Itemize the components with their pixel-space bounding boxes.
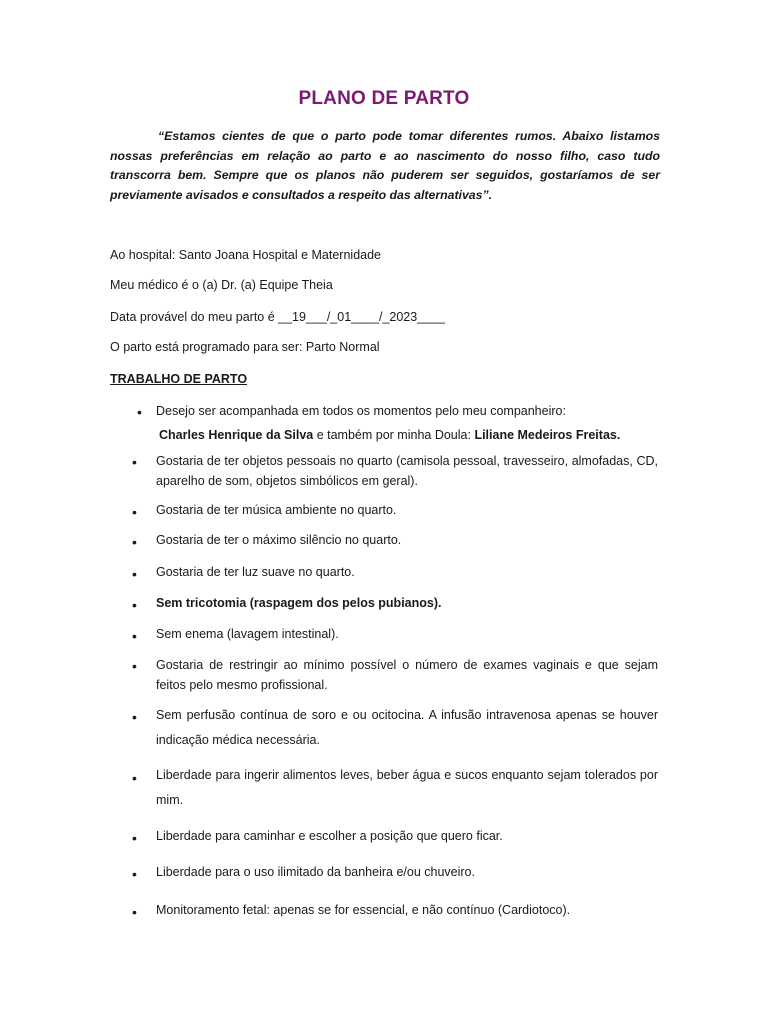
companion-item: Desejo ser acompanhada em todos os momentos pelo meu companheiro: [156, 404, 566, 418]
list-item: Sem tricotomia (raspagem dos pelos pubianos). [156, 596, 442, 610]
date-line: Data provável do meu parto é __19___/_01____/_2023____ [110, 310, 445, 324]
birth-type-line: O parto está programado para ser: Parto Normal [110, 340, 380, 354]
doula-name: Liliane Medeiros Freitas. [474, 428, 621, 442]
list-item: Gostaria de restringir ao mínimo possível o número de exames vaginais e que sejam feitos pelo mesmo profissional. [156, 658, 658, 692]
list-item: Monitoramento fetal: apenas se for essencial, e não contínuo (Cardiotoco). [156, 903, 571, 917]
hospital-line: Ao hospital: Santo Joana Hospital e Maternidade [110, 248, 382, 262]
list-item: Liberdade para o uso ilimitado da banheira e/ou chuveiro. [156, 865, 475, 879]
list-item: Liberdade para caminhar e escolher a posição que quero ficar. [156, 829, 503, 843]
list-item: Liberdade para ingerir alimentos leves, beber água e sucos enquanto sejam tolerados por mim. [156, 768, 658, 807]
bullet-icon: • [137, 404, 142, 420]
bullet-icon: • [132, 597, 137, 613]
list-item: Sem perfusão contínua de soro e ou ocitocina. A infusão intravenosa apenas se houver indicação médica necessária. [156, 708, 658, 747]
bullet-icon: • [132, 534, 137, 550]
list-item: Gostaria de ter o máximo silêncio no quarto. [156, 533, 402, 547]
bullet-icon: • [132, 454, 137, 470]
bullet-icon: • [132, 904, 137, 920]
section-heading: TRABALHO DE PARTO [110, 372, 248, 386]
companion-names [159, 428, 620, 442]
list-item: Gostaria de ter luz suave no quarto. [156, 565, 355, 579]
bullet-icon: • [132, 830, 137, 846]
bullet-icon: • [132, 770, 137, 786]
bullet-icon: • [132, 658, 137, 674]
intro-paragraph: “Estamos cientes de que o parto pode tomar diferentes rumos. Abaixo listamos nossas preferências em relação ao parto e ao nascimento do nosso filho, caso tudo transcorra bem. Sempre que os planos não puderem ser seguidos, gostaríamos de ser previamente avisados e consultados a respeito das alternativas”. [110, 129, 660, 202]
list-item: Sem enema (lavagem intestinal). [156, 627, 339, 641]
doctor-line: Meu médico é o (a) Dr. (a) Equipe Theia [110, 278, 333, 292]
bullet-icon: • [132, 504, 137, 520]
companion-connector: e também por minha Doula: [313, 428, 475, 442]
page-title: PLANO DE PARTO [298, 88, 470, 109]
list-item: Gostaria de ter objetos pessoais no quarto (camisola pessoal, travesseiro, almofadas, CD, aparelho de som, objetos simbólicos em geral). [156, 454, 658, 488]
bullet-icon: • [132, 628, 137, 644]
list-item: Gostaria de ter música ambiente no quarto. [156, 503, 397, 517]
bullet-icon: • [132, 709, 137, 725]
partner-name: Charles Henrique da Silva [159, 428, 314, 442]
bullet-icon: • [132, 566, 137, 582]
bullet-icon: • [132, 866, 137, 882]
